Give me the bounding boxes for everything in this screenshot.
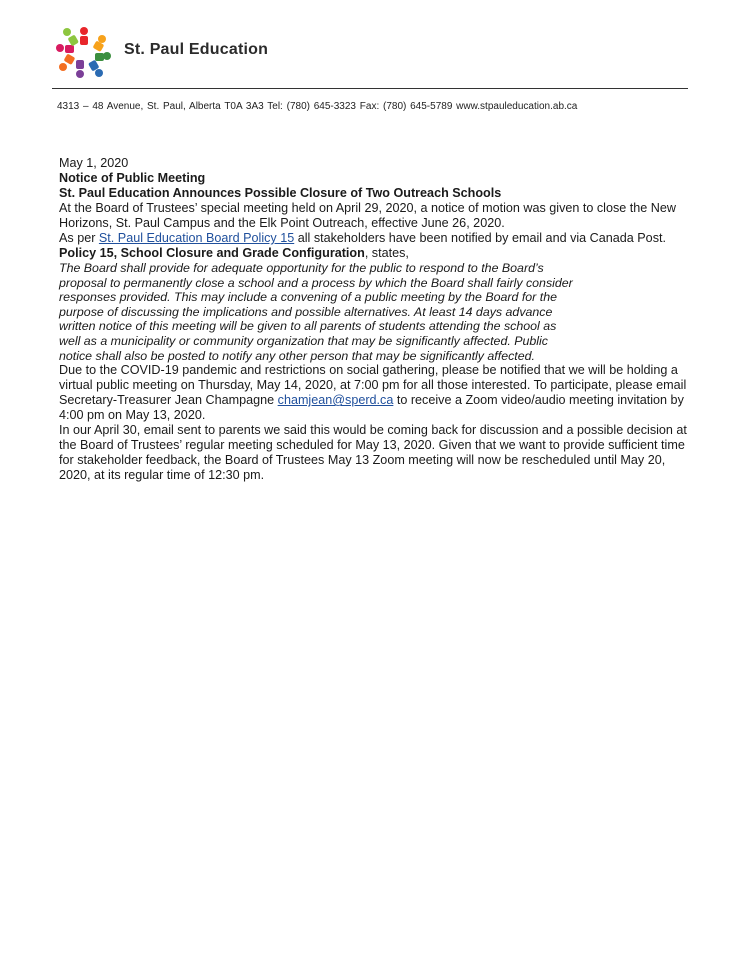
organization-name: St. Paul Education — [124, 41, 269, 58]
logo-figure-top-body — [80, 36, 88, 45]
logo-figure-right-bottom — [95, 69, 103, 77]
paragraph-policy-middle: all stakeholders have been notified by email and via Canada Post. — [294, 231, 666, 245]
logo-figure-right — [103, 52, 111, 60]
paragraph-virtual-meeting — [59, 363, 689, 423]
email-link[interactable]: chamjean@sperd.ca — [277, 393, 394, 408]
paragraph-motion: At the Board of Trustees’ special meeting held on April 29, 2020, a notice of motion was given to close the New Horizons, St. Paul Campus and the Elk Point Outreach, effective June 26, 2020. — [59, 201, 676, 230]
policy-quote: The Board shall provide for adequate opportunity for the public to respond to the Board’s proposal to permanently close a school and a process by which the Board shall fairly consider responses provided. This may include a convening of a public meeting by the Board for the purpose of discussing the implications and possible alternatives. At least 14 days advance written notice of this meeting will be given to all parents of students attending the school as well as a municipality or community organization that may be significantly affected. Public notice shall also be posted to notify any other person that may be significantly affected. — [59, 261, 573, 363]
logo-figure-bottom — [76, 70, 84, 78]
logo-figure-left-top-body — [68, 35, 79, 47]
logo-figure-right-top — [98, 35, 106, 43]
st-paul-education-logo — [56, 26, 112, 78]
address-contact-line: 4313 – 48 Avenue, St. Paul, Alberta T0A 3A3 Tel: (780) 645-3323 Fax: (780) 645-5789 www.stpauleducation.ab.ca — [57, 101, 578, 112]
announcement-title: St. Paul Education Announces Possible Closure of Two Outreach Schools — [59, 186, 502, 200]
letter-body — [59, 156, 689, 483]
logo-figure-top — [80, 27, 88, 35]
logo-figure-right-body — [95, 53, 104, 61]
logo-figure-bottom-body — [76, 60, 84, 69]
header-divider — [52, 88, 688, 89]
paragraph-policy-prefix: As per — [59, 231, 99, 245]
letter-date: May 1, 2020 — [59, 156, 129, 170]
paragraph-policy-suffix: , states, — [364, 246, 409, 260]
logo-figure-left-bottom-body — [64, 54, 76, 65]
logo-figure-left — [56, 44, 64, 52]
paragraph-policy — [59, 231, 689, 261]
notice-title: Notice of Public Meeting — [59, 171, 206, 185]
paragraph-rescheduled: In our April 30, email sent to parents we said this would be coming back for discussion and a possible decision at the Board of Trustees’ regular meeting scheduled for May 13, 2020. Given that we want to provide sufficient time for stakeholder feedback, the Board of Trustees May 13 Zoom meeting will now be rescheduled until May 20, 2020, at its regular time of 12:30 pm. — [59, 423, 687, 483]
policy-15-link[interactable]: St. Paul Education Board Policy 15 — [98, 231, 295, 245]
logo-figure-left-body — [65, 45, 74, 53]
logo-figure-left-bottom — [59, 63, 67, 71]
paragraph-virtual-meeting-prefix: Due to the COVID-19 pandemic and restrictions on social gathering, please be notified that we will be holding a virtual public meeting on Thursday, May 14, 2020, at 7:00 pm for all those interested. To participate, please email Secretary-Treasurer Jean Champagne — [59, 363, 687, 408]
paragraph-virtual-meeting-suffix: to receive a Zoom video/audio meeting invitation by 4:00 pm on May 13, 2020. — [59, 393, 684, 423]
logo-figure-left-top — [63, 28, 71, 36]
policy-name-bold: Policy 15, School Closure and Grade Configuration — [59, 246, 365, 260]
